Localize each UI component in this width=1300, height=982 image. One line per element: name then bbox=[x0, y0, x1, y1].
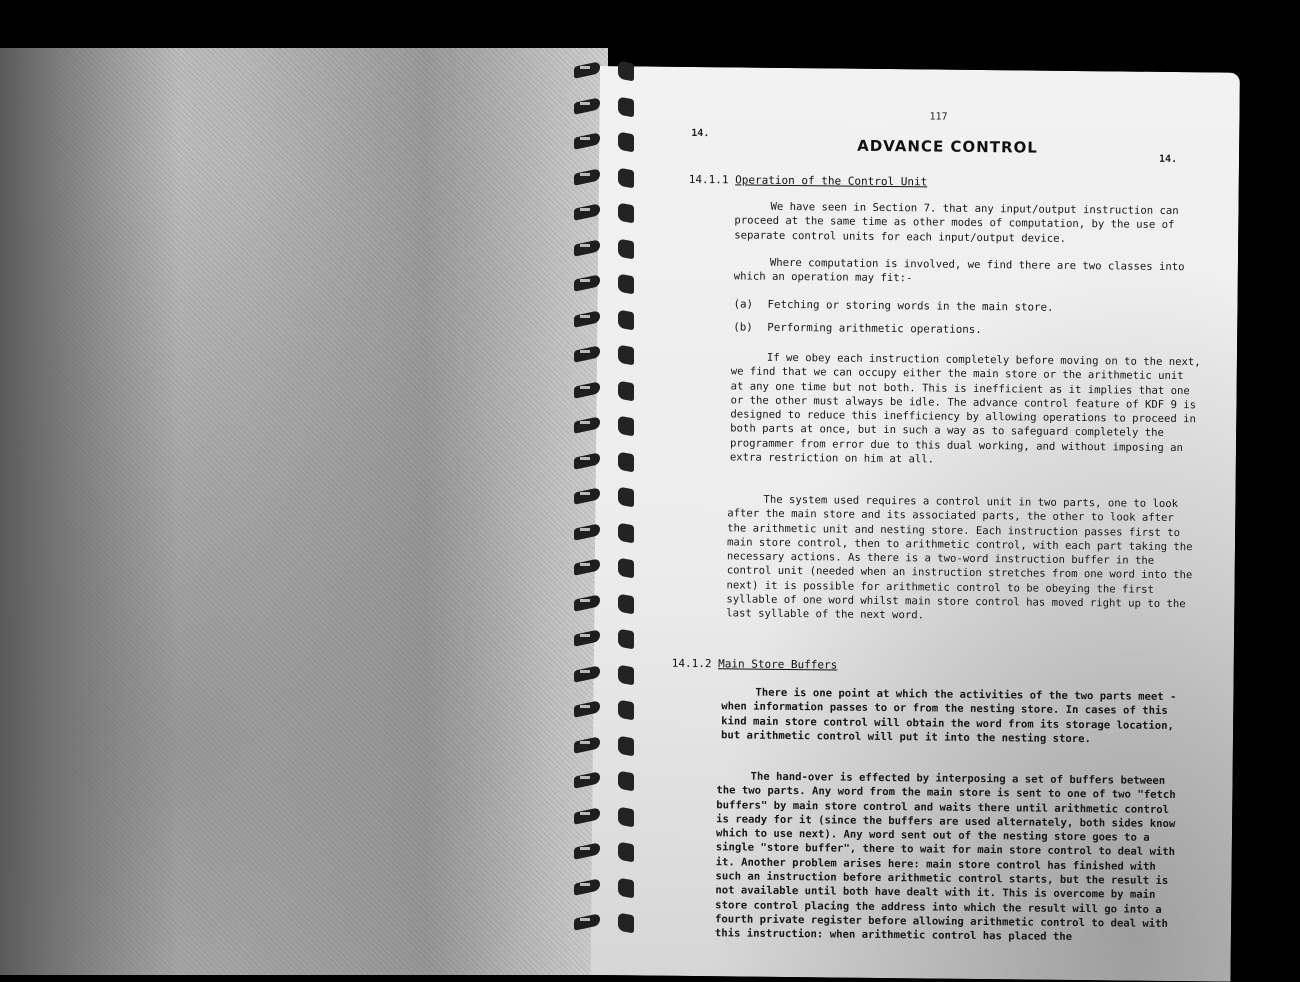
paragraph: We have seen in Section 7. that any input/output instruction can proceed at the same time as other modes of computation, by the use of separate control units for each input/output device. bbox=[734, 200, 1179, 245]
binding-coil bbox=[568, 664, 648, 686]
list-item bbox=[733, 320, 982, 336]
binding-coil bbox=[568, 451, 648, 473]
binding-coil bbox=[568, 167, 648, 189]
binding-coil bbox=[568, 770, 648, 792]
paragraph: There is one point at which the activities of the two parts meet - when information passes to or from the nesting store. In cases of this kind main store control will obtain the word from its storage location, but arithmetic control will put it into the nesting store. bbox=[720, 686, 1177, 746]
list-item-label: (b) bbox=[733, 320, 753, 334]
binding-coil bbox=[568, 593, 648, 615]
paragraph: Where computation is involved, we find there are two classes into which an operation may fit:- bbox=[733, 256, 1185, 285]
binding-coil bbox=[568, 238, 648, 260]
binding-coil bbox=[568, 344, 648, 366]
list-item-label: (a) bbox=[733, 297, 754, 311]
binding-coil bbox=[568, 912, 648, 934]
section-title: Main Store Buffers bbox=[718, 657, 838, 672]
binding-coil bbox=[568, 557, 648, 579]
page-title: ADVANCE CONTROL bbox=[857, 136, 1038, 157]
chapter-number-left: 14. bbox=[691, 127, 710, 140]
binding-coil bbox=[568, 735, 648, 757]
paragraph: The hand-over is effected by interposing a set of buffers between the two parts. Any word from the main store is sent to one of two "fetch buffers" by main store control and waits there until arithmetic control is ready for it (since the buffers are used alternately, both sides know which to use next). Any word sent out of the nesting store goes to a single "store buffer", there to wait for main store control to deal with it. Another problem arises here: main store control has finished with such an instruction before arithmetic control starts, but the result is not available until both have dealt with it. This is overcome by main store control placing the address into which the result will go into a fourth private register before allowing arithmetic control to deal with this instruction: when arithmetic control has placed the bbox=[714, 770, 1176, 944]
page-number: 117 bbox=[929, 111, 948, 123]
binding-coil bbox=[568, 522, 648, 544]
section-heading-1411 bbox=[689, 173, 928, 188]
binding-coil bbox=[568, 628, 648, 650]
paragraph: If we obey each instruction completely before moving on to the next, we find that we can occupy either the main store or the arithmetic unit at any one time but not both. This is inefficient as it implies that one or the other must always be idle. The advance control feature of KDF 9 is designed to reduce this inefficiency by allowing operations to proceed in both parts at once, but in such a way as to safeguard completely the programmer from error due to this dual working, and without imposing an extra restriction on him at all. bbox=[729, 351, 1201, 466]
section-heading-1412 bbox=[672, 657, 838, 672]
left-page-shadow bbox=[0, 48, 180, 975]
list-item bbox=[733, 297, 1053, 313]
binding-coil bbox=[568, 96, 648, 118]
section-title: Operation of the Control Unit bbox=[735, 173, 928, 189]
binding-coil bbox=[568, 309, 648, 331]
section-number: 14.1.1 bbox=[688, 172, 729, 187]
binding-coil bbox=[568, 877, 648, 899]
spiral-binding bbox=[568, 60, 648, 960]
binding-coil bbox=[568, 415, 648, 437]
section-number: 14.1.2 bbox=[671, 656, 712, 671]
binding-coil bbox=[568, 202, 648, 224]
chapter-number-right: 14. bbox=[1158, 153, 1178, 166]
left-page-blank bbox=[0, 48, 608, 975]
binding-coil bbox=[568, 486, 648, 508]
list-item-text: Fetching or storing words in the main store. bbox=[767, 297, 1054, 314]
list-item-text: Performing arithmetic operations. bbox=[767, 320, 982, 337]
paragraph: The system used requires a control unit in two parts, one to look after the main store and its associated parts, the other to look after the arithmetic unit and nesting store. Each instruction passes first to main store control, then to arithmetic control, with each part taking the necessary actions. As there is a two-word instruction buffer in the control unit (needed when an instruction stretches from one word into the next) it is possible for arithmetic control to be obeying the first syllable of one word whilst main store control has moved right up to the last syllable of the next word. bbox=[726, 493, 1193, 622]
right-page bbox=[590, 66, 1239, 982]
binding-coil bbox=[568, 131, 648, 153]
binding-coil bbox=[568, 806, 648, 828]
binding-coil bbox=[568, 841, 648, 863]
binding-coil bbox=[568, 380, 648, 402]
binding-coil bbox=[568, 273, 648, 295]
binding-coil bbox=[568, 60, 648, 82]
binding-coil bbox=[568, 699, 648, 721]
